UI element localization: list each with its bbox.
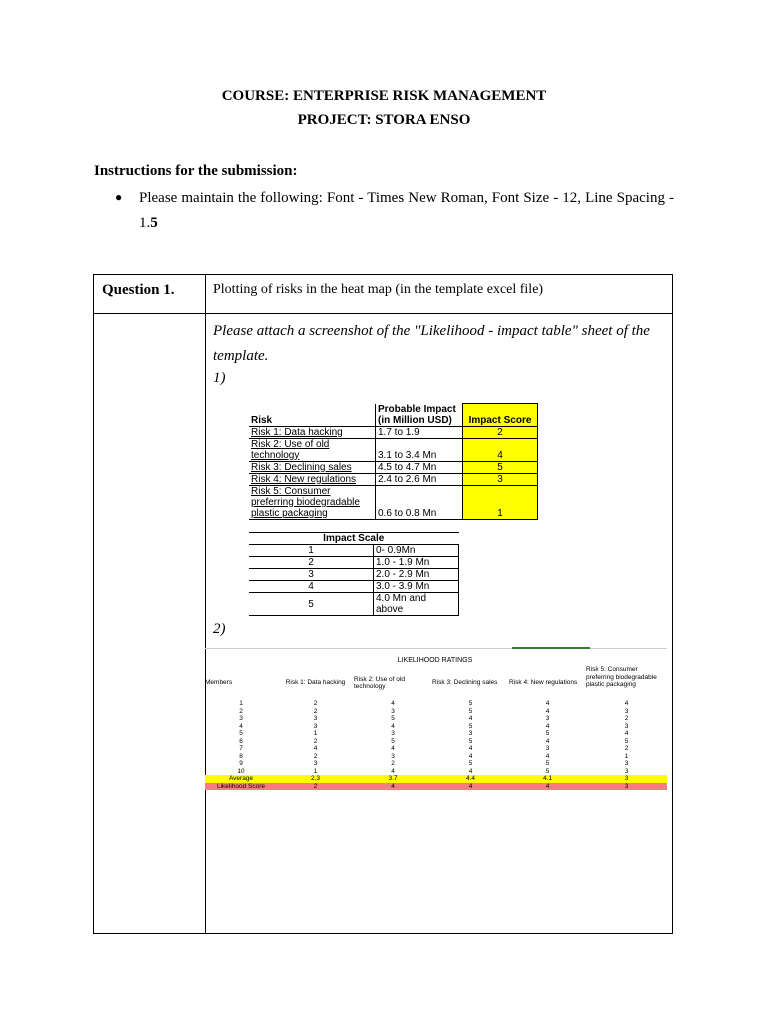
table-row bbox=[205, 700, 667, 708]
risk-impact: 2.4 to 2.6 Mn bbox=[376, 473, 463, 485]
rating-cell: 3 bbox=[624, 722, 629, 730]
impact-scale-title: Impact Scale bbox=[249, 533, 459, 545]
rating-cell: 5 bbox=[468, 722, 473, 730]
scale-score: 4 bbox=[249, 581, 374, 593]
rating-cell: 5 bbox=[468, 737, 473, 745]
average-value: 2.3 bbox=[277, 775, 354, 783]
rating-cell: 3 bbox=[624, 760, 629, 767]
rating-cell: 2 bbox=[313, 707, 318, 715]
table-row bbox=[249, 438, 538, 461]
rating-cell: 5 bbox=[545, 767, 550, 775]
rating-cell: 2 bbox=[313, 700, 318, 707]
question-instruction: Please attach a screenshot of the "Likelihood - impact table" sheet of the template. bbox=[213, 323, 650, 364]
lik-header: Members bbox=[205, 679, 233, 687]
member-number: 7 bbox=[239, 745, 243, 752]
scale-range: 0- 0.9Mn bbox=[374, 545, 459, 557]
scale-range: 2.0 - 2.9 Mn bbox=[374, 569, 459, 581]
lik-header: Risk 5: Consumer preferring biodegradable plastic packaging bbox=[586, 666, 657, 688]
scale-score: 2 bbox=[249, 557, 374, 569]
rating-cell: 4 bbox=[468, 745, 473, 752]
rating-cell: 3 bbox=[624, 767, 629, 775]
rating-cell: 4 bbox=[545, 707, 550, 715]
bullet-tail: 5 bbox=[150, 215, 158, 231]
lik-header: Risk 1: Data hacking bbox=[285, 679, 346, 687]
member-number: 1 bbox=[239, 700, 243, 707]
risk-score: 2 bbox=[463, 426, 538, 438]
table-row bbox=[249, 569, 459, 581]
rating-cell: 3 bbox=[391, 730, 395, 737]
question-label: Question 1. bbox=[102, 282, 175, 298]
table-row bbox=[205, 760, 667, 768]
average-value: 3 bbox=[586, 775, 667, 783]
risk-score: 5 bbox=[463, 461, 538, 473]
member-number: 4 bbox=[239, 722, 243, 730]
rating-cell: 4 bbox=[391, 767, 395, 775]
table-row bbox=[249, 485, 538, 519]
rating-cell: 2 bbox=[313, 752, 318, 760]
question-title: Plotting of risks in the heat map (in the template excel file) bbox=[213, 282, 544, 297]
risk-name: Risk 2: Use of old technology bbox=[249, 438, 376, 461]
rating-cell: 1 bbox=[313, 730, 318, 737]
table-row bbox=[205, 708, 667, 716]
risk-score: 1 bbox=[463, 485, 538, 519]
rating-cell: 4 bbox=[468, 715, 473, 722]
instructions-bullet bbox=[139, 186, 674, 236]
average-row bbox=[205, 775, 667, 783]
risk-name: Risk 5: Consumer preferring biodegradable plastic packaging bbox=[249, 485, 376, 519]
scale-score: 1 bbox=[249, 545, 374, 557]
member-number: 8 bbox=[239, 752, 243, 760]
rating-cell: 3 bbox=[624, 707, 629, 715]
item-number-2: 2) bbox=[213, 621, 226, 637]
member-number: 5 bbox=[239, 730, 243, 737]
rating-cell: 5 bbox=[391, 715, 395, 722]
likelihood-score-value: 4 bbox=[354, 783, 432, 791]
risk-name: Risk 3: Declining sales bbox=[249, 461, 376, 473]
rating-cell: 4 bbox=[313, 745, 318, 752]
scale-score: 3 bbox=[249, 569, 374, 581]
table-row bbox=[205, 730, 667, 738]
lik-header: Risk 2: Use of old technology bbox=[354, 675, 405, 690]
scale-score: 5 bbox=[249, 593, 374, 616]
impact-header-impact: Probable Impact (in Million USD) bbox=[376, 404, 463, 427]
scale-range: 1.0 - 1.9 Mn bbox=[374, 557, 459, 569]
table-row bbox=[249, 545, 459, 557]
likelihood-score-label: Likelihood Score bbox=[205, 783, 277, 791]
rating-cell: 3 bbox=[313, 760, 318, 767]
course-title: COURSE: ENTERPRISE RISK MANAGEMENT bbox=[221, 88, 547, 104]
likelihood-ratings-sheet bbox=[205, 648, 667, 798]
table-row bbox=[205, 753, 667, 761]
rating-cell: 5 bbox=[545, 730, 550, 737]
rating-cell: 1 bbox=[313, 767, 318, 775]
rating-cell: 3 bbox=[545, 715, 550, 722]
rating-cell: 3 bbox=[545, 745, 550, 752]
rating-cell: 3 bbox=[391, 752, 395, 760]
rating-cell: 4 bbox=[545, 752, 550, 760]
instructions-heading: Instructions for the submission: bbox=[94, 163, 298, 179]
table-row bbox=[205, 768, 667, 776]
rating-cell: 4 bbox=[468, 752, 473, 760]
rating-cell: 4 bbox=[391, 722, 395, 730]
risk-name: Risk 1: Data hacking bbox=[249, 426, 376, 438]
member-number: 3 bbox=[239, 715, 243, 722]
rating-cell: 3 bbox=[391, 707, 395, 715]
rating-cell: 4 bbox=[545, 700, 550, 707]
rating-cell: 5 bbox=[468, 707, 473, 715]
impact-header-risk: Risk bbox=[251, 414, 273, 426]
item-number-1: 1) bbox=[213, 370, 226, 386]
member-number: 10 bbox=[237, 767, 245, 775]
likelihood-score-value: 4 bbox=[509, 783, 586, 791]
risk-impact: 1.7 to 1.9 bbox=[376, 426, 463, 438]
rating-cell: 4 bbox=[545, 737, 550, 745]
table-row bbox=[205, 723, 667, 731]
likelihood-title: LIKELIHOOD RATINGS bbox=[397, 657, 473, 664]
rating-cell: 5 bbox=[468, 760, 473, 767]
rating-cell: 3 bbox=[468, 730, 473, 737]
bullet-icon: ● bbox=[115, 190, 123, 204]
impact-header-score: Impact Score bbox=[463, 404, 538, 427]
member-number: 6 bbox=[239, 737, 243, 745]
table-row bbox=[249, 557, 459, 569]
rating-cell: 3 bbox=[313, 715, 318, 722]
member-number: 2 bbox=[239, 707, 243, 715]
impact-scale-table bbox=[249, 532, 459, 616]
impact-table bbox=[249, 403, 538, 520]
rating-cell: 4 bbox=[391, 700, 395, 707]
scale-range: 4.0 Mn and above bbox=[374, 593, 459, 616]
project-title: PROJECT: STORA ENSO bbox=[297, 112, 471, 128]
rating-cell: 2 bbox=[624, 715, 629, 722]
lik-header: Risk 4: New regulations bbox=[509, 679, 578, 687]
risk-score: 3 bbox=[463, 473, 538, 485]
scale-range: 3.0 - 3.9 Mn bbox=[374, 581, 459, 593]
rating-cell: 2 bbox=[624, 745, 629, 752]
member-number: 9 bbox=[239, 760, 243, 767]
average-value: 4.1 bbox=[509, 775, 586, 783]
bullet-text: Please maintain the following: Font - Times New Roman, Font Size - 12, Line Spacing - 1. bbox=[139, 190, 674, 231]
rating-cell: 4 bbox=[624, 700, 629, 707]
rating-cell: 1 bbox=[624, 752, 629, 760]
table-row bbox=[205, 738, 667, 746]
table-row bbox=[249, 593, 459, 616]
average-label: Average bbox=[205, 775, 277, 783]
lik-header: Risk 3: Declining sales bbox=[432, 679, 498, 687]
rating-cell: 3 bbox=[313, 722, 318, 730]
table-row bbox=[205, 715, 667, 723]
likelihood-score-row bbox=[205, 783, 667, 791]
rating-cell: 4 bbox=[545, 722, 550, 730]
rating-cell: 4 bbox=[468, 767, 473, 775]
risk-impact: 3.1 to 3.4 Mn bbox=[376, 438, 463, 461]
likelihood-table bbox=[205, 666, 667, 790]
likelihood-score-value: 2 bbox=[277, 783, 354, 791]
table-row bbox=[249, 461, 538, 473]
rating-cell: 4 bbox=[624, 730, 629, 737]
table-row bbox=[249, 426, 538, 438]
risk-score: 4 bbox=[463, 438, 538, 461]
average-value: 4.4 bbox=[432, 775, 509, 783]
table-row bbox=[249, 581, 459, 593]
risk-impact: 4.5 to 4.7 Mn bbox=[376, 461, 463, 473]
risk-impact: 0.6 to 0.8 Mn bbox=[376, 485, 463, 519]
rating-cell: 2 bbox=[391, 760, 395, 767]
rating-cell: 4 bbox=[391, 745, 395, 752]
table-row bbox=[205, 745, 667, 753]
table-row bbox=[249, 473, 538, 485]
average-value: 3.7 bbox=[354, 775, 432, 783]
likelihood-score-value: 3 bbox=[586, 783, 667, 791]
rating-cell: 5 bbox=[545, 760, 550, 767]
rating-cell: 5 bbox=[468, 700, 473, 707]
rating-cell: 5 bbox=[391, 737, 395, 745]
likelihood-score-value: 4 bbox=[432, 783, 509, 791]
rating-cell: 5 bbox=[624, 737, 629, 745]
risk-name: Risk 4: New regulations bbox=[249, 473, 376, 485]
rating-cell: 2 bbox=[313, 737, 318, 745]
